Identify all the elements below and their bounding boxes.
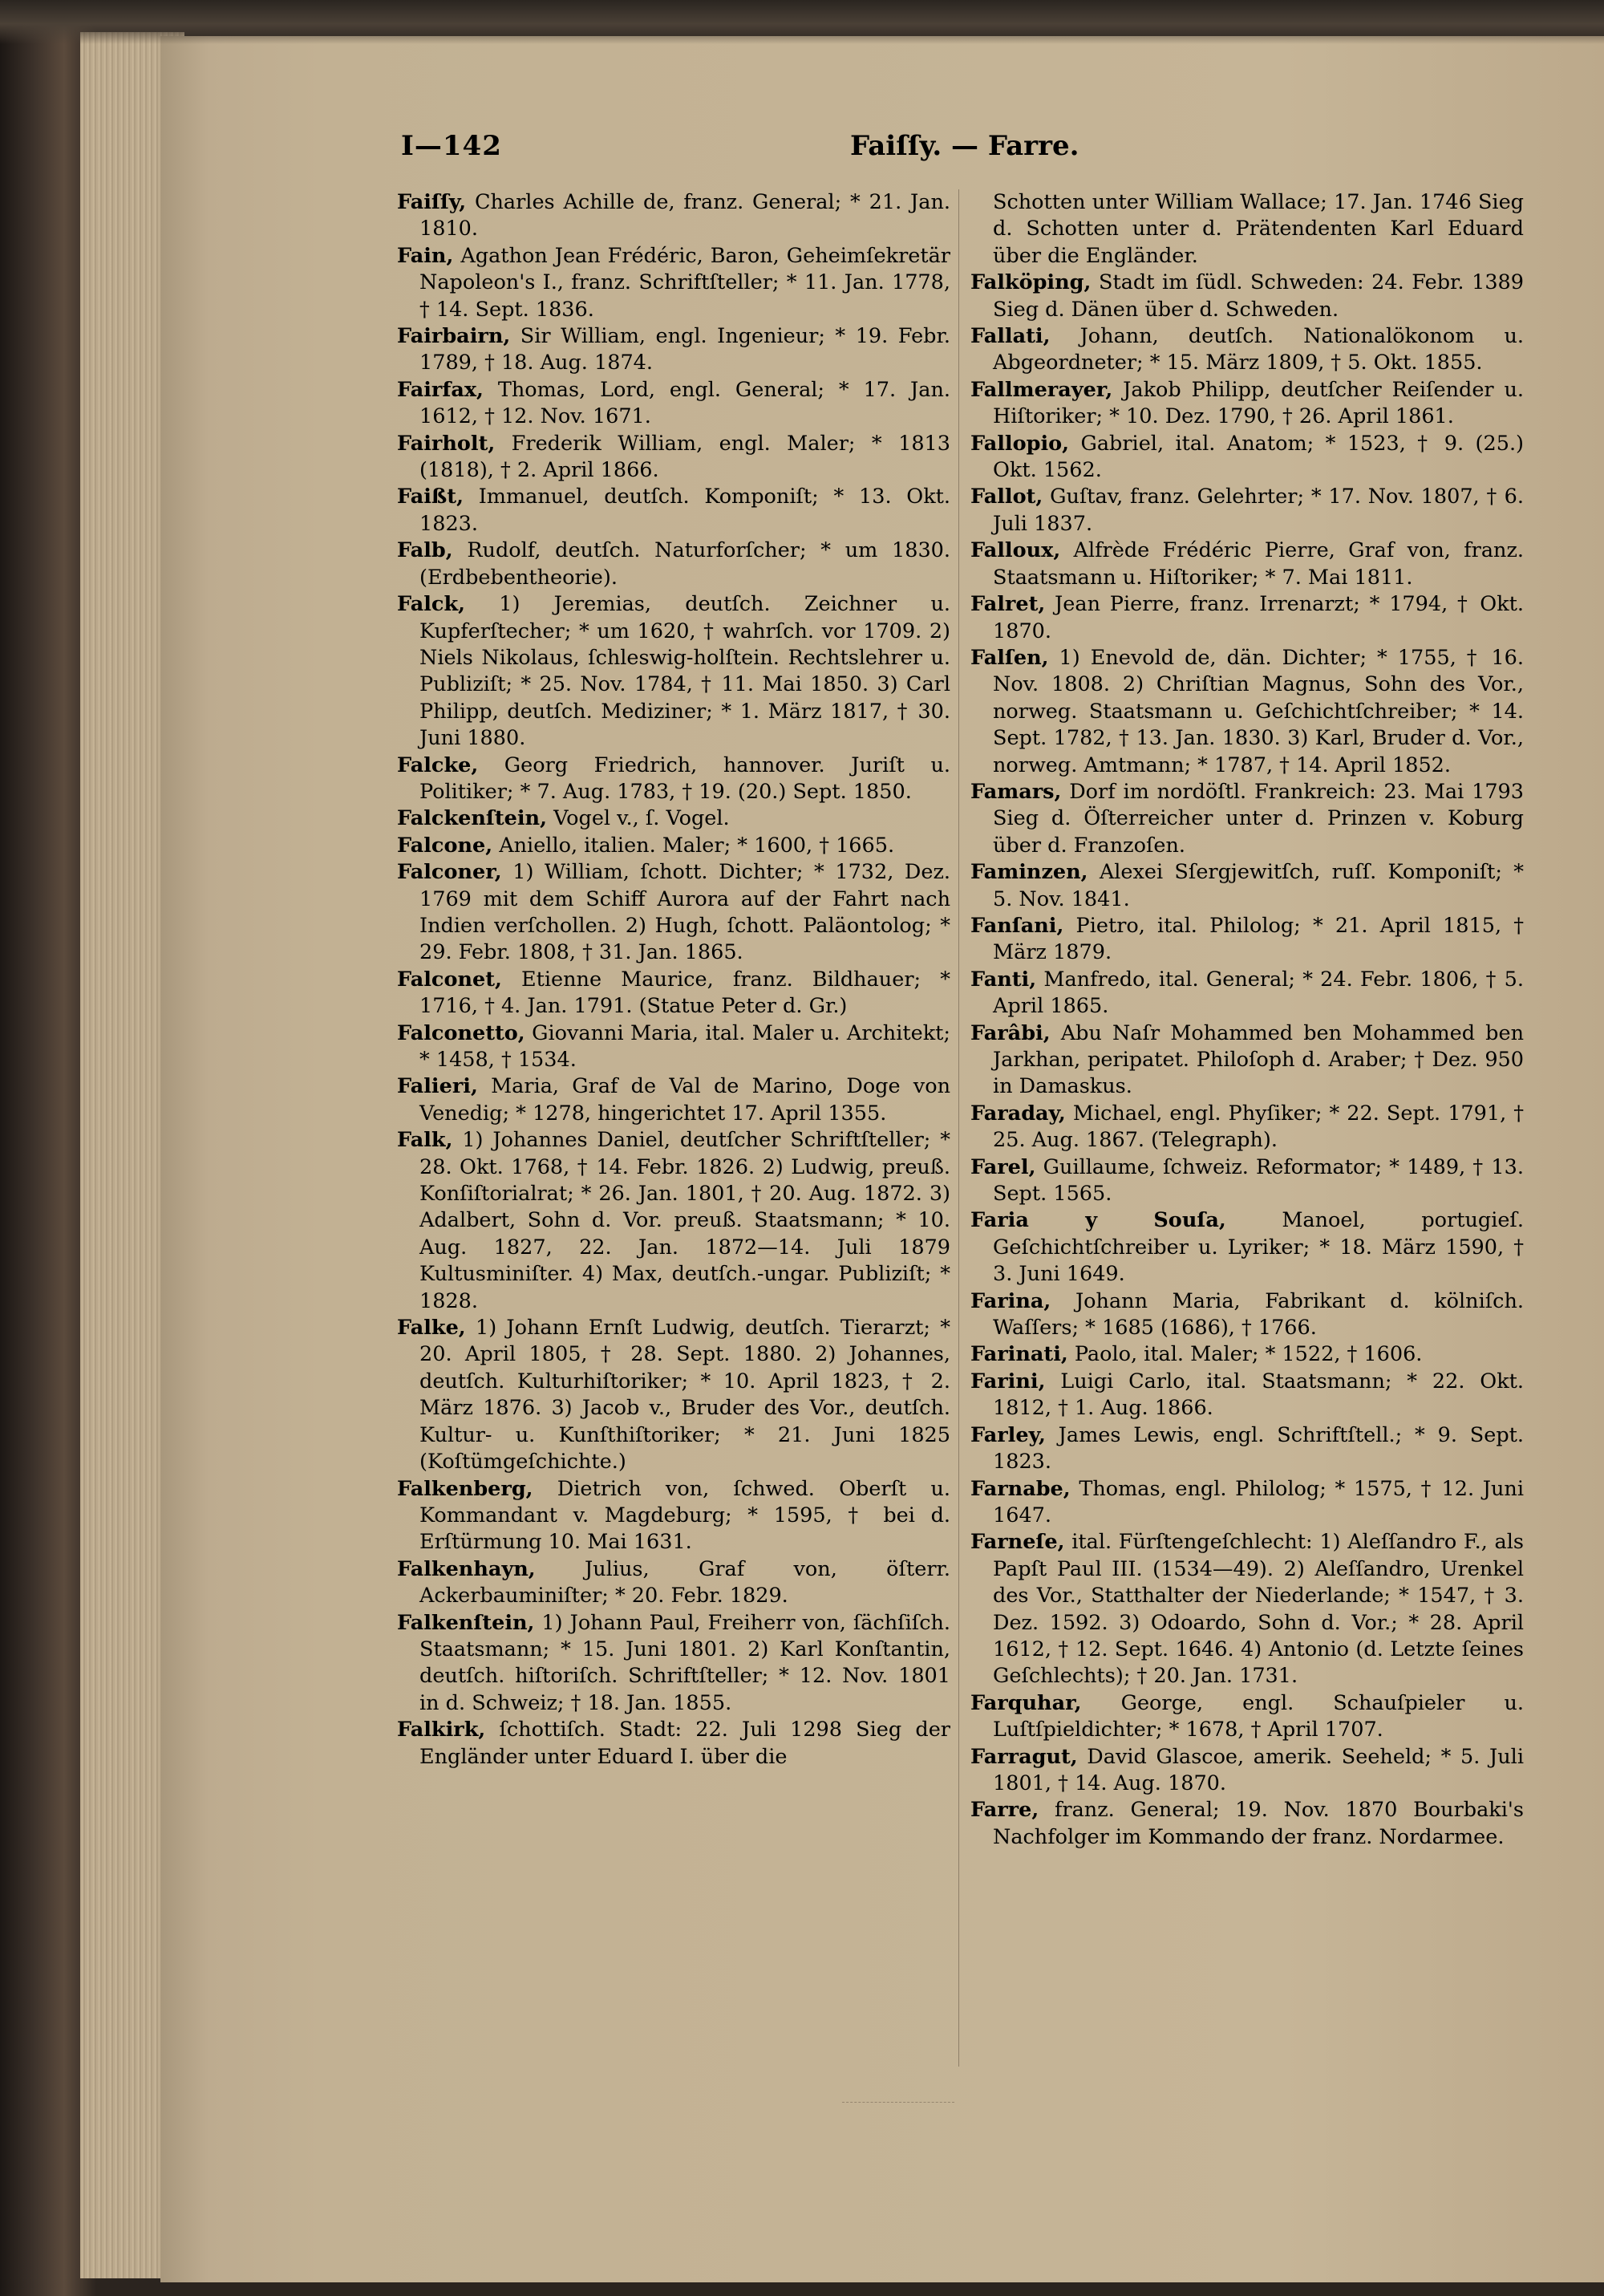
entry-text: Paolo, ital. Maler; * 1522, † 1606. xyxy=(1067,1342,1423,1367)
entry-text: Gabriel, ital. Anatom; * 1523, † 9. (25.) Okt. 1562. xyxy=(993,431,1524,483)
footer-mark xyxy=(842,2102,954,2103)
dictionary-entry xyxy=(970,913,1524,967)
dictionary-entry xyxy=(970,377,1524,431)
dictionary-entry xyxy=(970,1797,1524,1851)
entry-text: James Lewis, engl. Schriftſtell.; * 9. Sept. 1823. xyxy=(993,1422,1524,1475)
dictionary-entry xyxy=(970,431,1524,485)
entry-headword: Falieri, xyxy=(397,1074,478,1099)
entry-text: Stadt im ſüdl. Schweden: 24. Febr. 1389 Sieg d. Dänen über d. Schweden. xyxy=(993,270,1524,322)
entry-text: Guſtav, franz. Gelehrter; * 17. Nov. 1807, † 6. Juli 1837. xyxy=(993,485,1524,536)
dictionary-entry xyxy=(970,1422,1524,1476)
dictionary-entry xyxy=(397,484,950,537)
entry-text: Alfrède Frédéric Pierre, Graf von, franz. Staatsmann u. Hiſtoriker; * 7. Mai 1811. xyxy=(993,538,1524,590)
dictionary-entry xyxy=(970,1207,1524,1288)
entry-headword: Farnabe, xyxy=(970,1476,1071,1501)
dictionary-entry xyxy=(970,1020,1524,1101)
entry-headword: Falkenhayn, xyxy=(397,1556,536,1581)
left-column xyxy=(397,189,950,1771)
entry-text: David Glascoe, amerik. Seeheld; * 5. Juli 1801, † 14. Aug. 1870. xyxy=(993,1744,1524,1795)
dictionary-entry xyxy=(397,859,950,967)
entry-headword: Faißt, xyxy=(397,485,464,509)
entry-text: George, engl. Schauſpieler u. Luſtſpieldichter; * 1678, † April 1707. xyxy=(993,1690,1524,1742)
dictionary-entry xyxy=(970,645,1524,779)
dictionary-entry xyxy=(397,1315,950,1475)
dictionary-entry xyxy=(397,323,950,377)
entry-text: Dietrich von, ſchwed. Oberſt u. Kommandant v. Magdeburg; * 1595, † bei d. Erſtürmung 10. Mai 1631. xyxy=(419,1476,950,1555)
entry-text: 1) William, ſchott. Dichter; * 1732, Dez. 1769 mit dem Schiff Aurora auf der Fahrt nach Indien verſchollen. 2) Hugh, ſchott. Paläontolog; * 29. Febr. 1808, † 31. Jan. 1865. xyxy=(419,860,950,965)
right-column xyxy=(970,189,1524,1851)
entry-headword: Falköping, xyxy=(970,270,1092,295)
dictionary-entry xyxy=(970,1369,1524,1422)
entry-headword: Fairholt, xyxy=(397,431,496,456)
entry-text: franz. General; 19. Nov. 1870 Bourbaki's Nachfolger im Kommando der franz. Nordarmee. xyxy=(993,1798,1524,1849)
entry-headword: Fallot, xyxy=(970,485,1043,509)
dictionary-entry xyxy=(970,1154,1524,1208)
entry-headword: Falret, xyxy=(970,592,1046,617)
entry-headword: Farina, xyxy=(970,1288,1051,1313)
dictionary-entry xyxy=(970,1341,1524,1368)
entry-text: Michael, engl. Phyſiker; * 22. Sept. 1791, † 25. Aug. 1867. (Telegraph). xyxy=(993,1101,1524,1153)
entry-text: Aniello, italien. Maler; * 1600, † 1665. xyxy=(492,833,895,858)
entry-headword: Falſen, xyxy=(970,645,1049,670)
dictionary-entry xyxy=(970,1476,1524,1530)
entry-headword: Falconet, xyxy=(397,967,502,992)
top-shadow xyxy=(0,0,1604,44)
entry-headword: Farquhar, xyxy=(970,1690,1082,1715)
entry-text: Jakob Philipp, deutſcher Reiſender u. Hiſtoriker; * 10. Dez. 1790, † 26. April 1861. xyxy=(993,377,1524,429)
entry-headword: Falconetto, xyxy=(397,1020,525,1045)
dictionary-entry xyxy=(970,779,1524,859)
entry-headword: Farneſe, xyxy=(970,1530,1065,1555)
entry-headword: Falkirk, xyxy=(397,1718,486,1742)
column-divider xyxy=(958,189,959,2067)
entry-headword: Farini, xyxy=(970,1369,1046,1393)
entry-text: Luigi Carlo, ital. Staatsmann; * 22. Okt. 1812, † 1. Aug. 1866. xyxy=(993,1369,1524,1421)
entry-headword: Fairfax, xyxy=(397,377,484,402)
entry-headword: Falconer, xyxy=(397,860,502,885)
entry-text: Pietro, ital. Philolog; * 21. April 1815, † März 1879. xyxy=(993,913,1524,965)
entry-text: ſchottiſch. Stadt: 22. Juli 1298 Sieg der Engländer unter Eduard I. über die xyxy=(419,1718,950,1769)
dictionary-entry xyxy=(970,537,1524,591)
entry-headword: Fallopio, xyxy=(970,431,1070,456)
page-header xyxy=(401,130,1516,170)
dictionary-entry xyxy=(397,1476,950,1556)
entry-headword: Farinati, xyxy=(970,1342,1068,1367)
dictionary-entry xyxy=(397,1610,950,1718)
entry-text: 1) Enevold de, dän. Dichter; * 1755, † 16. Nov. 1808. 2) Chriſtian Magnus, Sohn des Vor., norweg. Staatsmann u. Geſchichtſchreiber; * 14. Sept. 1782, † 13. Jan. 1830. 3) Karl, Bruder d. Vor., norweg. Amtmann; * 1787, † 14. April 1852. xyxy=(993,645,1524,777)
entry-text: Etienne Maurice, franz. Bildhauer; * 1716, † 4. Jan. 1791. (Statue Peter d. Gr.) xyxy=(419,967,950,1019)
entry-text: Sir William, engl. Ingenieur; * 19. Febr. 1789, † 18. Aug. 1874. xyxy=(419,324,950,375)
entry-headword: Farre, xyxy=(970,1798,1039,1823)
entry-headword: Falcke, xyxy=(397,752,479,777)
entry-text: Georg Friedrich, hannover. Juriſt u. Politiker; * 7. Aug. 1783, † 19. (20.) Sept. 1850. xyxy=(419,752,950,804)
entry-text: Vogel v., ſ. Vogel. xyxy=(546,806,730,831)
dictionary-entry xyxy=(397,1556,950,1610)
dictionary-entry xyxy=(397,1020,950,1074)
entry-headword: Fallmerayer, xyxy=(970,377,1113,402)
entry-headword: Faraday, xyxy=(970,1101,1066,1126)
dictionary-entry xyxy=(970,484,1524,537)
dictionary-entry xyxy=(970,1101,1524,1154)
entry-headword: Faiſſy, xyxy=(397,190,467,214)
entry-text: ital. Fürſtengeſchlecht: 1) Aleſſandro F., als Papſt Paul III. (1534—49). 2) Aleſſandro, Urenkel des Vor., Statthalter der Niederlande; * 1547, † 3. Dez. 1592. 3) Odoardo, Sohn d. Vor.; * 28. April 1612, † 12. Sept. 1646. 4) Antonio (d. Letzte ſeines Geſchlechts); † 20. Jan. 1731. xyxy=(993,1530,1524,1689)
entry-headword: Farley, xyxy=(970,1422,1046,1447)
entry-text: 1) Johann Ernſt Ludwig, deutſch. Tierarzt; * 20. April 1805, † 28. Sept. 1880. 2) Johannes, deutſch. Kulturhiſtoriker; * 10. April 1823, † 2. März 1876. 3) Jacob v., Bruder des Vor., deutſch. Kultur- u. Kunſthiſtoriker; * 21. Juni 1825 (Koſtümgeſchichte.) xyxy=(419,1316,950,1475)
entry-text: Immanuel, deutſch. Komponiſt; * 13. Okt. 1823. xyxy=(419,485,950,536)
dictionary-entry xyxy=(397,243,950,323)
entry-headword: Farel, xyxy=(970,1154,1036,1179)
entry-headword: Faminzen, xyxy=(970,860,1088,885)
dictionary-entry xyxy=(970,1288,1524,1342)
entry-text: Manoel, portugieſ. Geſchichtſchreiber u. Lyriker; * 18. März 1590, † 3. Juni 1649. xyxy=(993,1208,1524,1287)
entry-headword: Faria y Souſa, xyxy=(970,1208,1226,1233)
dictionary-entry xyxy=(970,967,1524,1020)
entry-headword: Falk, xyxy=(397,1128,453,1153)
entry-headword: Fanſani, xyxy=(970,913,1064,938)
entry-headword: Falkenſtein, xyxy=(397,1610,535,1635)
entry-text: Giovanni Maria, ital. Maler u. Architekt; * 1458, † 1534. xyxy=(419,1020,950,1072)
dictionary-entry xyxy=(970,591,1524,645)
entry-text: 1) Johannes Daniel, deutſcher Schriftſteller; * 28. Okt. 1768, † 14. Febr. 1826. 2) Ludwig, preuß. Konſiſtorialrat; * 26. Jan. 1801, † 20. Aug. 1872. 3) Adalbert, Sohn d. Vor. preuß. Staatsmann; * 10. Aug. 1827, 22. Jan. 1872—14. Juli 1879 Kultusminiſter. 4) Max, deutſch.-ungar. Publiziſt; * 1828. xyxy=(419,1128,950,1313)
entry-text: Schotten unter William Wallace; 17. Jan. 1746 Sieg d. Schotten unter d. Prätendenten Karl Eduard über die Engländer. xyxy=(993,190,1524,268)
dictionary-entry xyxy=(397,537,950,591)
entry-text: 1) Jeremias, deutſch. Zeichner u. Kupferſtecher; * um 1620, † wahrſch. vor 1709. 2) Niels Nikolaus, ſchleswig-holſtein. Rechtslehrer u. Publiziſt; * 25. Nov. 1784, † 11. Mai 1850. 3) Carl Philipp, deutſch. Mediziner; * 1. März 1817, † 30. Juni 1880. xyxy=(419,592,950,751)
dictionary-entry xyxy=(397,805,950,832)
entry-headword: Falck, xyxy=(397,592,465,617)
entry-headword: Fairbairn, xyxy=(397,324,511,349)
dictionary-entry xyxy=(970,323,1524,377)
entry-text: Thomas, Lord, engl. General; * 17. Jan. 1612, † 12. Nov. 1671. xyxy=(419,377,950,429)
dictionary-entry xyxy=(970,1690,1524,1744)
dictionary-entry xyxy=(970,189,1524,270)
entry-headword: Falcone, xyxy=(397,833,493,858)
entry-text: Abu Naſr Mohammed ben Mohammed ben Jarkhan, peripatet. Philoſoph d. Araber; † Dez. 950 in Damaskus. xyxy=(993,1020,1524,1099)
entry-headword: Falckenſtein, xyxy=(397,806,547,831)
entry-text: Dorf im nordöſtl. Frankreich: 23. Mai 1793 Sieg d. Öſterreicher unter d. Prinzen v. Koburg über d. Franzoſen. xyxy=(993,779,1524,858)
entry-text: Johann Maria, Fabrikant d. kölniſch. Waſſers; * 1685 (1686), † 1766. xyxy=(993,1288,1524,1341)
dictionary-entry xyxy=(397,1717,950,1771)
dictionary-entry xyxy=(970,1744,1524,1798)
dictionary-entry xyxy=(397,1127,950,1315)
dictionary-entry xyxy=(397,591,950,752)
entry-text: Rudolf, deutſch. Naturforſcher; * um 1830. (Erdbebentheorie). xyxy=(419,538,950,590)
entry-text: Agathon Jean Frédéric, Baron, Geheimſekretär Napoleon's I., franz. Schriftſteller; * 11. Jan. 1778, † 14. Sept. 1836. xyxy=(419,243,950,322)
entry-text: Charles Achille de, franz. General; * 21. Jan. 1810. xyxy=(419,190,950,241)
entry-text: Jean Pierre, franz. Irrenarzt; * 1794, † Okt. 1870. xyxy=(993,592,1524,643)
entry-headword: Fain, xyxy=(397,243,454,268)
dictionary-entry xyxy=(970,270,1524,323)
entry-text: Maria, Graf de Val de Marino, Doge von Venedig; * 1278, hingerichtet 17. April 1355. xyxy=(419,1074,950,1126)
entry-text: Alexei Sſergjewitſch, ruſſ. Komponiſt; * 5. Nov. 1841. xyxy=(993,860,1524,911)
dictionary-entry xyxy=(397,967,950,1020)
entry-headword: Fanti, xyxy=(970,967,1037,992)
dictionary-entry xyxy=(970,1529,1524,1690)
dictionary-entry xyxy=(397,752,950,806)
entry-headword: Falkenberg, xyxy=(397,1476,533,1501)
entry-text: Guillaume, ſchweiz. Reformator; * 1489, † 13. Sept. 1565. xyxy=(993,1154,1524,1207)
dictionary-entry xyxy=(397,1073,950,1127)
entry-headword: Falb, xyxy=(397,538,453,563)
entry-text: Julius, Graf von, öſterr. Ackerbauminiſter; * 20. Febr. 1829. xyxy=(419,1556,950,1608)
entry-headword: Farâbi, xyxy=(970,1020,1051,1045)
entry-headword: Famars, xyxy=(970,779,1062,804)
dictionary-entry xyxy=(397,431,950,485)
page-number: I—142 xyxy=(401,130,502,162)
entry-text: Frederik William, engl. Maler; * 1813 (1818), † 2. April 1866. xyxy=(419,431,950,483)
entry-text: Johann, deutſch. Nationalökonom u. Abgeordneter; * 15. März 1809, † 5. Okt. 1855. xyxy=(993,324,1524,375)
entry-text: 1) Johann Paul, Freiherr von, ſächſiſch. Staatsmann; * 15. Juni 1801. 2) Karl Konſtantin, deutſch. hiſtoriſch. Schriftſteller; * 12. Nov. 1801 in d. Schweiz; † 18. Jan. 1855. xyxy=(419,1610,950,1715)
entry-text: Manfredo, ital. General; * 24. Febr. 1806, † 5. April 1865. xyxy=(993,967,1524,1019)
dictionary-entry xyxy=(397,189,950,243)
dictionary-entry xyxy=(397,833,950,859)
running-head: Faiſſy. — Farre. xyxy=(850,130,1079,162)
dictionary-entry xyxy=(970,859,1524,913)
dictionary-entry xyxy=(397,377,950,431)
entry-headword: Falloux, xyxy=(970,538,1061,563)
entry-text: Thomas, engl. Philolog; * 1575, † 12. Juni 1647. xyxy=(993,1476,1524,1527)
entry-headword: Fallati, xyxy=(970,324,1051,349)
entry-headword: Farragut, xyxy=(970,1744,1078,1769)
entry-headword: Falke, xyxy=(397,1316,466,1341)
